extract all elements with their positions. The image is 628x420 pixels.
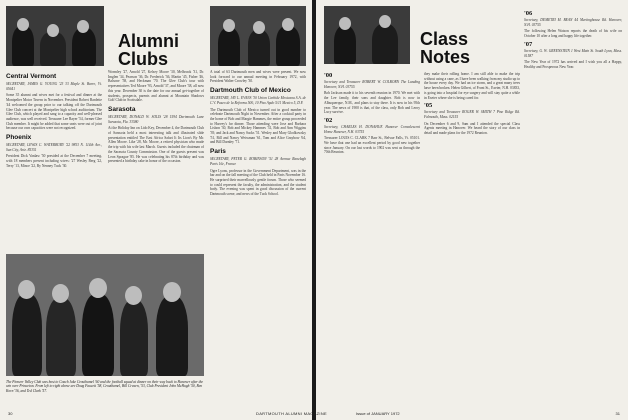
page-number-left: 30 (8, 411, 13, 416)
section-title-alumni-clubs: Alumni Clubs (118, 31, 179, 69)
paris-secretary: SECRETARY, PETER G. ROBINSON '51 28 Avenue Ranelagh Paris 16e, France (210, 157, 306, 166)
phoenix-body: President Dick Vanlaw '50 presided at the December 7 meeting, with 18 members present including wives: '27 Wesley Berg '22, Terry '13, Mince '22, By Nenney Tuck '30. (6, 154, 102, 168)
mexico-intro: A total of 63 Dartmouth men and wives were present. We now look forward to our annual meeting in February 1972, with President Walter Crowley '30. (210, 70, 306, 84)
page-number-right: 31 (615, 411, 620, 416)
section-title-class-notes: Class Notes (420, 29, 471, 67)
pioneer-valley-photo (6, 254, 204, 376)
class-1900-body: Bob Jackson made it to his seventh reunion in 1970. We met with the Lee family, their sons and daughter. Bob is now in Albuquerque, N.M., and plans to stay there. It is now in his 95th year. The news of 1900 is that, of the class, only Bob and Leroy Lucy survive. (324, 91, 420, 115)
class-1906-body: The following Helen Watson reports the death of his wife on October 10 after a long and happy life together. (524, 29, 622, 39)
right-column-1 (324, 72, 420, 402)
phoenix-continued: Wormley '27, Arnold '27, Kelsey Moore '30, Melbrook '31, Dr. Imglen '34, Pearson '36, Dr. Frederick '36, Martin '45, Fisher '46, Balsone '58, and Heckman '70. The Glee Club's tour with representatives Ted Moore '93, Arnold '37, and Moore '38, all now this year. December 30 is the date for our annual get-together of students, prospects, parents and alumni at Mountain Shadows Golf Club in Scottsdale. (108, 70, 204, 103)
mexico-heading: Dartmouth Club of Mexico (210, 87, 291, 95)
sarasota-heading: Sarasota (108, 105, 136, 113)
class-1900-year: '00 (324, 72, 333, 79)
class-1906-year: '06 (524, 10, 533, 17)
paris-heading: Paris (210, 148, 226, 156)
phoenix-secretary: SECRETARY, LEWIS C. WATERBURY '22 9853 N. 114th Ave., Sun City, Ariz. 85351 (6, 143, 102, 152)
class-1907-year: '07 (524, 40, 533, 48)
left-column-2 (108, 70, 204, 250)
footer-magazine-name: DARTMOUTH ALUMNI MAGAZINE (256, 411, 327, 416)
mexico-body: The Dartmouth Club of Mexico turned out in good number to celebrate Dartmouth Night in November. After a cocktail party in the home of Bob and Margie Hammes, the entire group proceeded to Harvey's for dinner. Those attending were Jose and Barbara Lisbon '30, Bob and Mickey Hammes '31, Bob and Ann Wiggins '39, and Jack and Nancy Sacks '51. Wesley and Mary Glodkowsky '51, Bill and Nancy Weissman '61, Tom and Alice Graybow '64, and Bill Darnley '71. (210, 107, 306, 145)
left-page (0, 0, 312, 420)
sarasota-body: At the Holiday Inn on Lido Key, December 4, the Dartmouth Club of Sarasota held a most interesting talk and illustrated slide presentation entitled The East Africa Safari It Its Lion's By Mr. Allen Moore. Like '28, Mr. Moore, a retired physician who made the trip with his wife last March. Guests included the chairman of the Sarasota County Commission. One of the guests present was Leon Sprague '85. He was celebrating his 87th birthday and was presented a birthday cake in honor of the occasion. (108, 126, 204, 164)
right-column-2 (424, 72, 520, 402)
central-vermont-secretary: SECRETARY, JAMES G. YOUNG '23 33 Maple St. Barre, Vt. 05641 (6, 82, 102, 91)
class-1902-secretary: Secretary, CHARLES H. DONAHUE Hanover Convalescent Home Hanover, N.H. 03755 (324, 124, 420, 134)
class-1907-secretary: Secretary, G. W. GREENSTEIN 1 West Main St. South Lynn, Mass. 01587 (524, 48, 622, 58)
class-1900-secretary: Secretary and Treasurer ROBERT W. COLBORN The Landing Hanover, N.H. 03755 (324, 80, 420, 89)
class-1902-body: Treasurer LOUIS C. CLARK 7 Barr St., Belvue Falls, Vt. 05101. We have that one had an excellent period by good new together since January. On our last words to 1902 was sent us through the 70th Reunion. (324, 136, 420, 155)
left-column-1 (6, 70, 102, 250)
central-vermont-heading: Central Vermont (6, 73, 57, 80)
left-column-3 (210, 70, 306, 400)
paris-body: Ogre Lyons, professor in the Government Department, was in the bar and on the fall meeting of the Club held in Paris November 16. He surprised their marvellously gentle forum. Those who seemed to could represent the faculty, the administration, and the student body. The evening was spent in good discussion of the current Dartmouth scene, and news of the Tuck School. (210, 168, 307, 197)
class-notes-photo (324, 6, 410, 64)
class-notes-continued: they make their rolling home. I am still able to make the trip without using a cane, as I have been walking from my studio up to the house every day. We had an ice storm, and a great many trees have been broken. Helen Gilbert, of Front St., Exeter, N.H. 03833, is going into a hospital for eye surgery and will stay quite a while in Exeter where she is being cared for. (424, 72, 520, 100)
club-photo-top (6, 6, 104, 66)
class-1907-body: The New Year of 1972 has arrived and I wish you all a Happy, Healthy and Prosperous New Year. (524, 60, 622, 69)
mexico-secretary: SECRETARY, JAY L. EVANS '30 Union Carbide Mexicana S.A. de C.V. Paseo de la Reforma 500, 10 Piso Apdo 5/11 Mexico 5, D.F. (210, 96, 306, 105)
class-1905-year: '05 (424, 102, 433, 110)
class-1905-secretary: Secretary and Treasurer ROGER W. SMITH 7 Pine Ridge Rd. Falmouth, Mass. 02155 (424, 110, 520, 119)
central-vermont-body: Some 35 alumni and wives met for a festival and dinner at the Montpelier Motor Tavern in November. President Robert Bardette '44 welcomed the group prior to our talking off the Dartmouth Glee Club concert at the Montpelier high school auditorium. The Glee Club, which played and sang to a capacity and well-pleased audience, was well received. Treasurer Lee Rayer '54, former Glee Club member. It might be added that some seats were out of joint because our own capacities were not recognized. (6, 93, 102, 131)
footer-issue: Issue of JANUARY 1972 (356, 411, 400, 416)
right-column-3 (524, 10, 622, 402)
class-1905-body: On December 6 and 9, Sam and I attended the special Class Agents meeting in Hanover. We heard the story of our class in detail and made plans for the 1972 Reunion. (424, 121, 520, 136)
pioneer-valley-caption: The Pioneer Valley Club was host to Coach Jake Crouthamel '60 and the football squad at dinner on their way back to Hanover after the win over Princeton. From left to right above are Doug Faucett '58, Crouthamel, Bill Craven, '53, Club President John McHugh '50, Ben Korn '36, and Ted Clark '57. (6, 380, 204, 393)
class-1906-secretary: Secretary, DEMETRI M. BEAN 44 Meetinghouse Rd. Hanover, N.H. 03755 (524, 18, 622, 27)
sarasota-secretary: SECRETARY, DONALD W. SOLIS '28 1594 Dartmouth Lane Sarasota, Fla. 33580 (108, 114, 204, 124)
class-1902-year: '02 (324, 116, 333, 124)
club-photo-top-right (210, 6, 306, 66)
phoenix-heading: Phoenix (6, 134, 32, 142)
